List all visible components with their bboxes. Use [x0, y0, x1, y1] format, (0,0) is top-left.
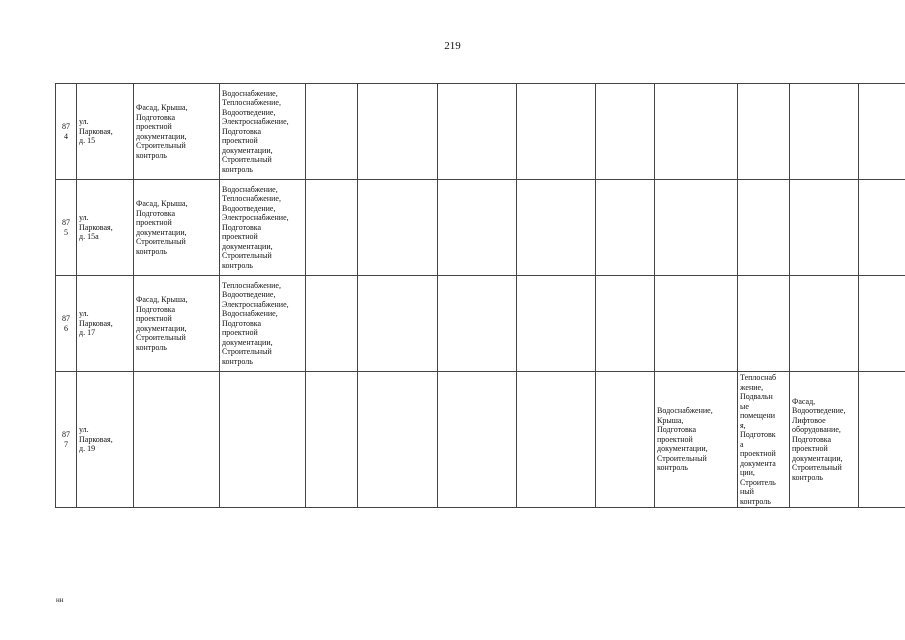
works-cell	[738, 180, 790, 276]
works-cell	[220, 372, 306, 508]
empty-cell	[859, 372, 905, 508]
empty-cell	[859, 276, 905, 372]
row-number: 87 7	[56, 372, 77, 508]
empty-cell	[438, 276, 517, 372]
empty-cell	[306, 372, 358, 508]
empty-cell	[517, 180, 596, 276]
works-cell: Водоснабжение, Теплоснабжение, Водоотведение, Электроснабжение, Подготовка проектной документации, Строительный контроль	[220, 180, 306, 276]
footer-mark: нн	[56, 596, 64, 604]
empty-cell	[358, 276, 438, 372]
table-row	[56, 276, 905, 372]
empty-cell	[596, 180, 655, 276]
address-cell: ул. Парковая, д. 15а	[77, 180, 134, 276]
table-row	[56, 84, 905, 180]
empty-cell	[306, 180, 358, 276]
table-row	[56, 180, 905, 276]
empty-cell	[306, 276, 358, 372]
works-cell	[655, 84, 738, 180]
empty-cell	[358, 84, 438, 180]
address-cell: ул. Парковая, д. 17	[77, 276, 134, 372]
works-cell	[738, 84, 790, 180]
works-cell: Водоснабжение, Крыша, Подготовка проектной документации, Строительный контроль	[655, 372, 738, 508]
works-cell: Теплоснабжение, Водоотведение, Электроснабжение, Водоснабжение, Подготовка проектной документации, Строительный контроль	[220, 276, 306, 372]
works-cell	[790, 84, 859, 180]
works-cell: Фасад, Крыша, Подготовка проектной документации, Строительный контроль	[134, 180, 220, 276]
empty-cell	[438, 84, 517, 180]
empty-cell	[517, 372, 596, 508]
works-cell: Теплоснаб жение, Подвальн ые помещени я, Подготовк а проектной документа ции, Строитель ный контроль	[738, 372, 790, 508]
row-number: 87 6	[56, 276, 77, 372]
empty-cell	[596, 372, 655, 508]
address-cell: ул. Парковая, д. 15	[77, 84, 134, 180]
works-cell	[655, 276, 738, 372]
empty-cell	[358, 372, 438, 508]
works-cell	[134, 372, 220, 508]
empty-cell	[358, 180, 438, 276]
empty-cell	[859, 84, 905, 180]
works-cell	[655, 180, 738, 276]
empty-cell	[596, 276, 655, 372]
works-cell: Водоснабжение, Теплоснабжение, Водоотведение, Электроснабжение, Подготовка проектной документации, Строительный контроль	[220, 84, 306, 180]
works-cell	[790, 276, 859, 372]
row-number: 87 5	[56, 180, 77, 276]
empty-cell	[596, 84, 655, 180]
capital-repair-table	[55, 83, 905, 508]
works-cell	[790, 180, 859, 276]
works-cell: Фасад, Крыша, Подготовка проектной документации, Строительный контроль	[134, 276, 220, 372]
page-number: 219	[444, 40, 461, 52]
empty-cell	[517, 84, 596, 180]
empty-cell	[438, 372, 517, 508]
empty-cell	[438, 180, 517, 276]
works-cell	[738, 276, 790, 372]
table-row	[56, 372, 905, 508]
works-cell: Фасад, Крыша, Подготовка проектной документации, Строительный контроль	[134, 84, 220, 180]
row-number: 87 4	[56, 84, 77, 180]
address-cell: ул. Парковая, д. 19	[77, 372, 134, 508]
empty-cell	[306, 84, 358, 180]
empty-cell	[517, 276, 596, 372]
empty-cell	[859, 180, 905, 276]
works-cell: Фасад, Водоотведение, Лифтовое оборудование, Подготовка проектной документации, Строительный контроль	[790, 372, 859, 508]
